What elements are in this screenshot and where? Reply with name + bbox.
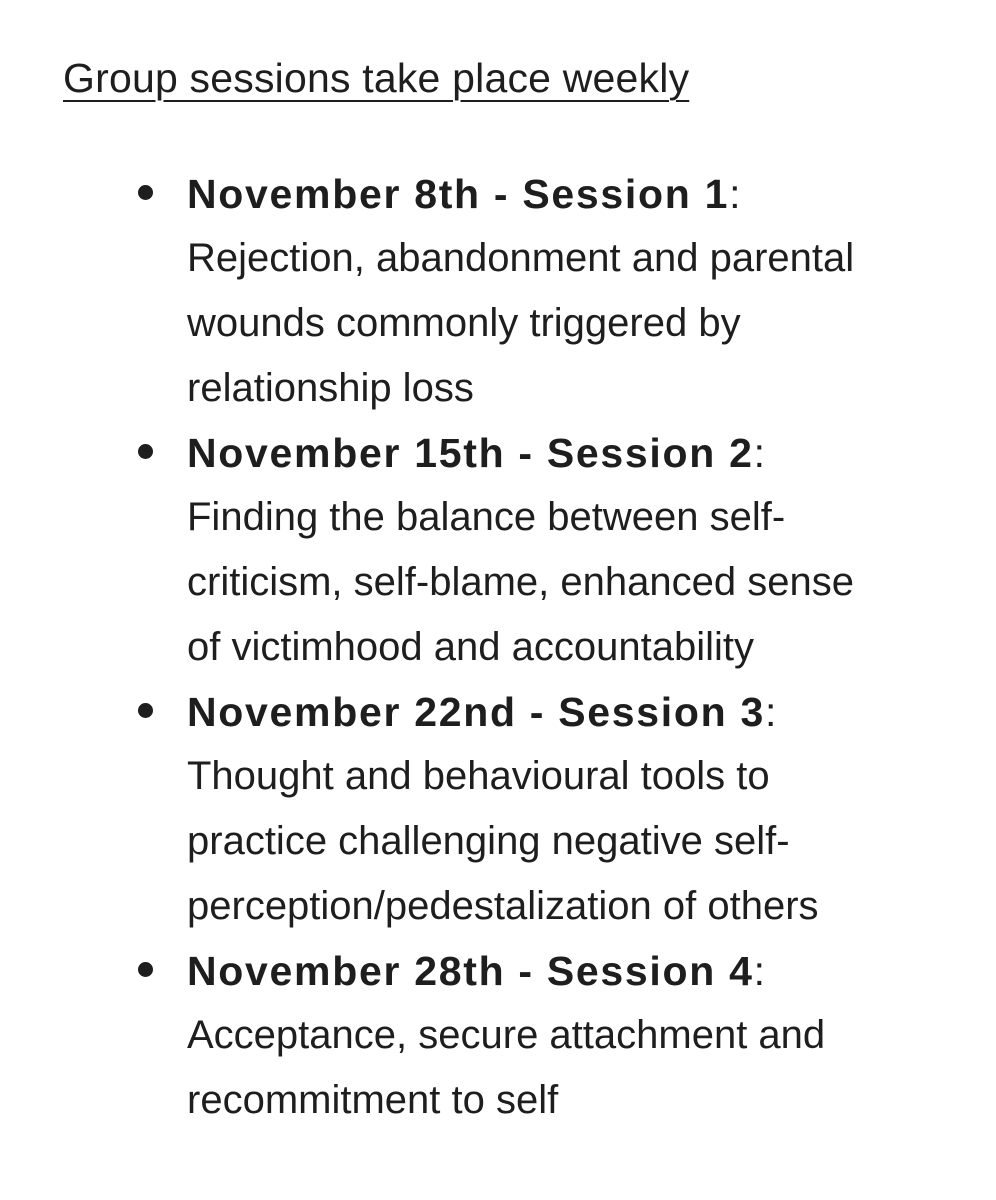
description-line: of victimhood and accountability bbox=[187, 625, 754, 669]
session-colon: : bbox=[753, 430, 765, 476]
session-description bbox=[187, 1003, 947, 1133]
session-item-4 bbox=[0, 939, 947, 1133]
session-item-3 bbox=[0, 680, 947, 939]
description-line: Finding the balance between self- bbox=[187, 495, 786, 539]
session-description bbox=[187, 226, 947, 421]
description-line: Thought and behavioural tools to bbox=[187, 754, 770, 798]
description-line: wounds commonly triggered by bbox=[187, 301, 741, 345]
description-line: criticism, self-blame, enhanced sense bbox=[187, 560, 854, 604]
description-line: relationship loss bbox=[187, 366, 474, 410]
session-item-2 bbox=[0, 421, 947, 680]
session-description bbox=[187, 485, 947, 680]
session-description bbox=[187, 744, 947, 939]
session-colon: : bbox=[753, 948, 765, 994]
session-heading bbox=[187, 421, 947, 485]
session-colon: : bbox=[764, 689, 777, 735]
bullet-icon bbox=[138, 444, 153, 459]
session-title: November 8th - Session 1 bbox=[187, 171, 730, 217]
session-item-1 bbox=[0, 162, 947, 421]
description-line: Acceptance, secure attachment and bbox=[187, 1013, 826, 1057]
bullet-icon bbox=[138, 962, 153, 977]
bullet-icon bbox=[138, 703, 153, 718]
session-list bbox=[0, 162, 996, 1133]
session-title: November 28th - Session 4 bbox=[187, 948, 754, 994]
description-line: perception/pedestalization of others bbox=[187, 884, 819, 928]
session-title: November 22nd - Session 3 bbox=[187, 689, 765, 735]
session-heading bbox=[187, 162, 947, 226]
session-title: November 15th - Session 2 bbox=[187, 430, 754, 476]
session-heading bbox=[187, 939, 947, 1003]
description-line: practice challenging negative self- bbox=[187, 819, 790, 863]
page-heading: Group sessions take place weekly bbox=[63, 55, 690, 101]
session-heading bbox=[187, 680, 947, 744]
description-line: recommitment to self bbox=[187, 1078, 559, 1122]
session-colon: : bbox=[729, 171, 741, 217]
description-line: Rejection, abandonment and parental bbox=[187, 236, 855, 280]
bullet-icon bbox=[138, 185, 153, 200]
